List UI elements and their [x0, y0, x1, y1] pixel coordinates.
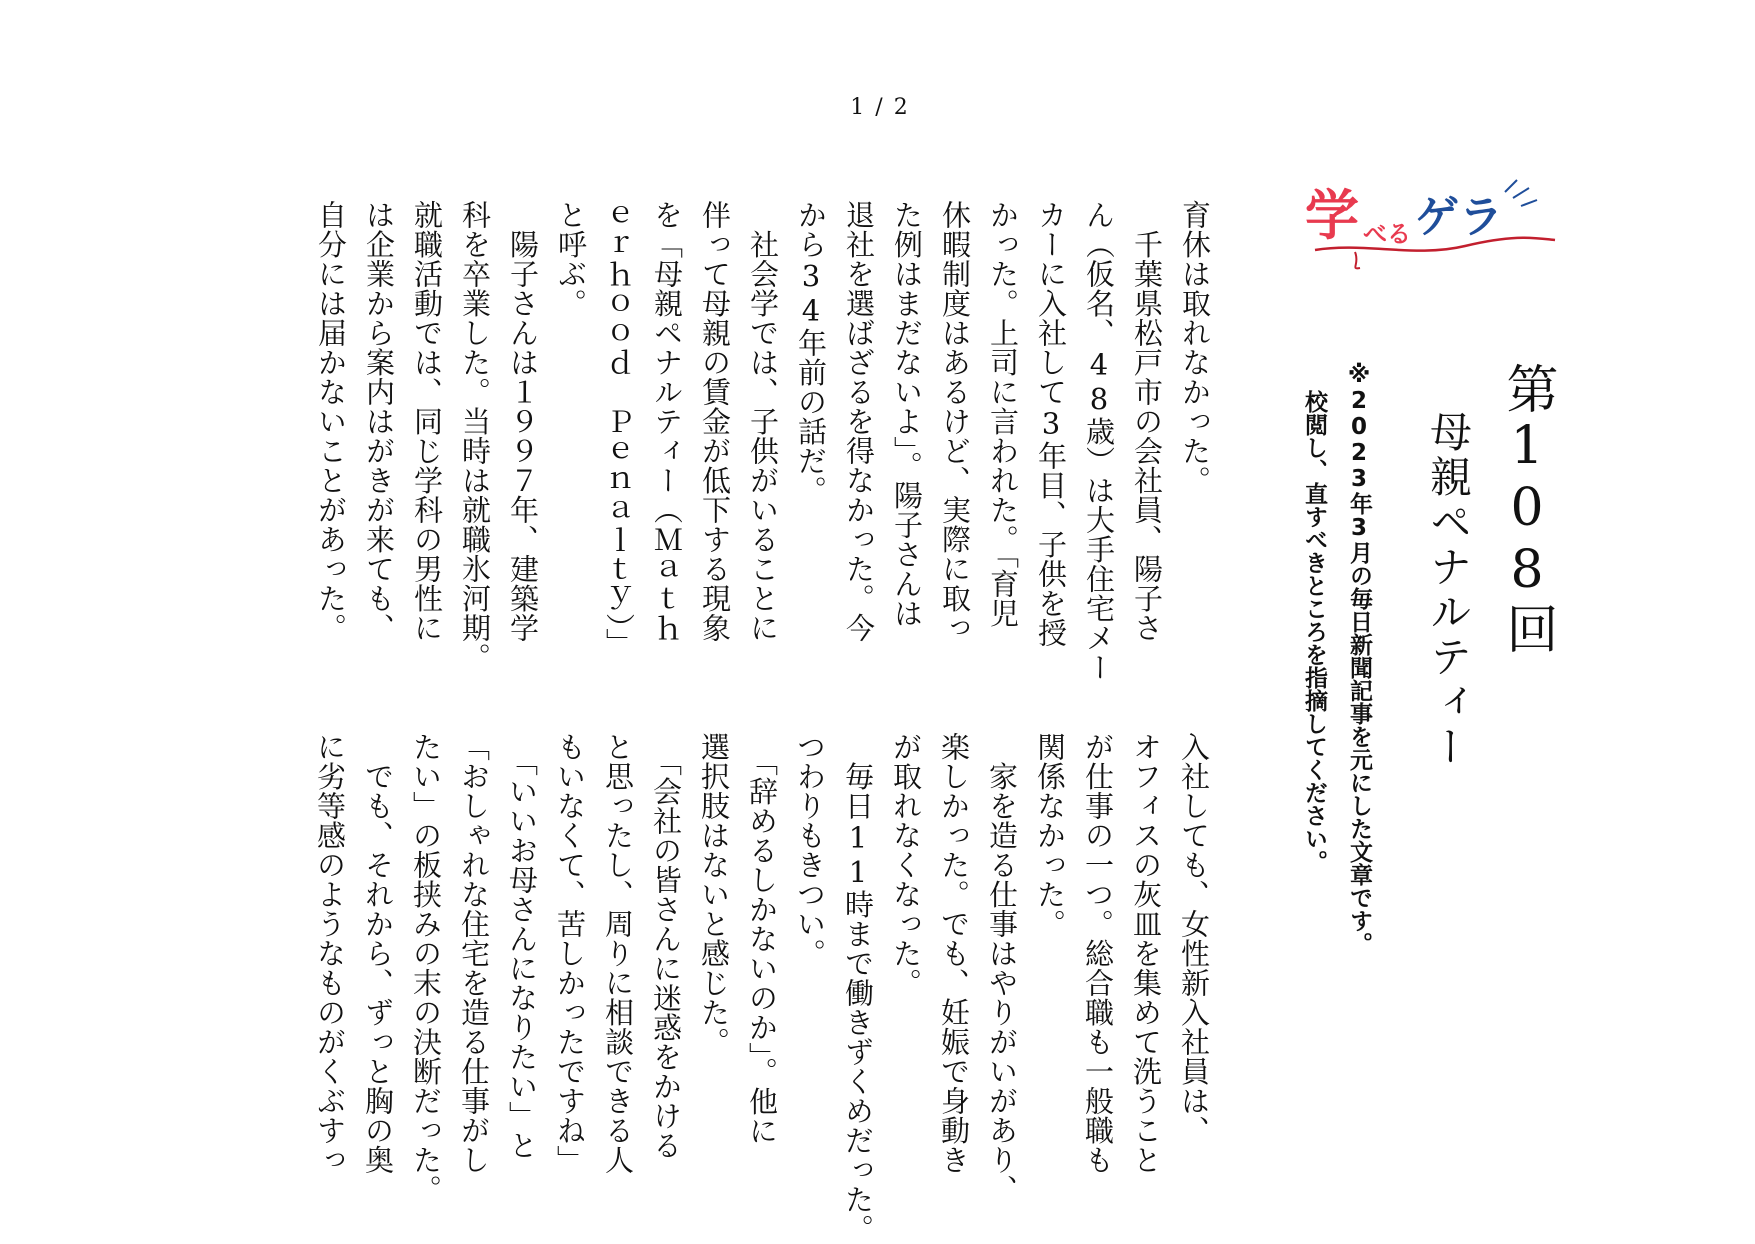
- article-line: を「母親ペナルティー（Ｍａｔｈ: [650, 200, 684, 643]
- article-line: ｅｒｈｏｏｄ Ｐｅｎａｌｔｙ）」: [602, 200, 636, 658]
- article-line: た例はまだないよ」。陽子さんは: [890, 200, 924, 628]
- article-line: 入社しても、女性新入社員は、: [1177, 732, 1211, 1145]
- article-line: 関係なかった。: [1033, 732, 1067, 939]
- article-line: 「おしゃれな住宅を造る仕事がし: [457, 732, 491, 1175]
- article-line: 社会学では、子供がいることに: [746, 200, 780, 643]
- article-line: 陽子さんは１９９７年、建築学: [506, 200, 540, 643]
- logo-char-beru: べる: [1363, 220, 1411, 248]
- article-line: つわりもきつい。: [793, 732, 827, 968]
- article-line: 退社を選ばざるを得なかった。今: [842, 200, 876, 643]
- page-number: 1 / 2: [850, 95, 910, 120]
- article-line: 「辞めるしかないのか」。他に: [745, 732, 779, 1146]
- article-line: カーに入社して3年目、子供を授: [1034, 200, 1068, 648]
- article-line: 伴って母親の賃金が低下する現象: [698, 200, 732, 643]
- article-line: 育休は取れなかった。: [1178, 200, 1212, 495]
- article-line: 選択肢はないと感じた。: [697, 732, 731, 1057]
- logo-char-gaku: 学: [1305, 184, 1359, 247]
- episode-number: 第108回: [1497, 362, 1557, 656]
- article-block-top: [225, 200, 1215, 1080]
- article-line: オフィスの灰皿を集めて洗うこと: [1129, 732, 1163, 1175]
- article-line: が取れなくなった。: [889, 732, 923, 998]
- manaberu-gera-logo: [1305, 172, 1565, 292]
- article-line: が仕事の一つ。総合職も一般職も: [1081, 732, 1115, 1175]
- article-line: かった。上司に言われた。「育児: [986, 200, 1020, 628]
- logo-char-gera: ゲラ: [1415, 192, 1503, 243]
- article-line: 科を卒業した。当時は就職氷河期。: [458, 200, 492, 672]
- article-title: 母親ペナルティー: [1424, 410, 1473, 770]
- article-line: 就職活動では、同じ学科の男性に: [410, 200, 444, 643]
- article-line: は企業から案内はがきが来ても、: [362, 200, 396, 643]
- article-line: もいなくて、苦しかったですね」: [553, 732, 587, 1175]
- article-line: 家を造る仕事はやりがいがあり、: [985, 732, 1019, 1204]
- logo-accent-marks: [1505, 180, 1537, 206]
- instruction-note-line-1: ※2023年3月の毎日新聞記事を元にした文章です。: [1346, 362, 1372, 955]
- article-line: 休暇制度はあるけど、実際に取っ: [938, 200, 972, 643]
- article-line: 自分には届かないことがあった。: [314, 200, 348, 643]
- article-line: 毎日11時まで働きずくめだった。: [841, 732, 875, 1244]
- article-line: たい」の板挟みの末の決断だった。: [409, 732, 443, 1204]
- article-line: ん（仮名、48歳）は大手住宅メー: [1082, 200, 1116, 682]
- logo-underline-loop: [1355, 252, 1360, 268]
- article-line: に劣等感のようなものがくぶすっ: [313, 732, 347, 1175]
- article-line: と呼ぶ。: [554, 200, 588, 318]
- instruction-note-line-2: 校閲し、直すべきところを指摘してください。: [1301, 390, 1327, 873]
- logo-graphic: [1305, 172, 1565, 292]
- article-line: から34年前の話だ。: [794, 200, 828, 505]
- article-line: と思ったし、周りに相談できる人: [601, 732, 635, 1175]
- article-line: 千葉県松戸市の会社員、陽子さ: [1130, 200, 1164, 643]
- article-line: でも、それから、ずっと胸の奥: [361, 732, 395, 1175]
- article-line: 楽しかった。でも、妊娠で身動き: [937, 732, 971, 1175]
- article-line: 「いいお母さんになりたい」と: [505, 732, 539, 1160]
- article-line: 「会社の皆さんに迷惑をかける: [649, 732, 683, 1160]
